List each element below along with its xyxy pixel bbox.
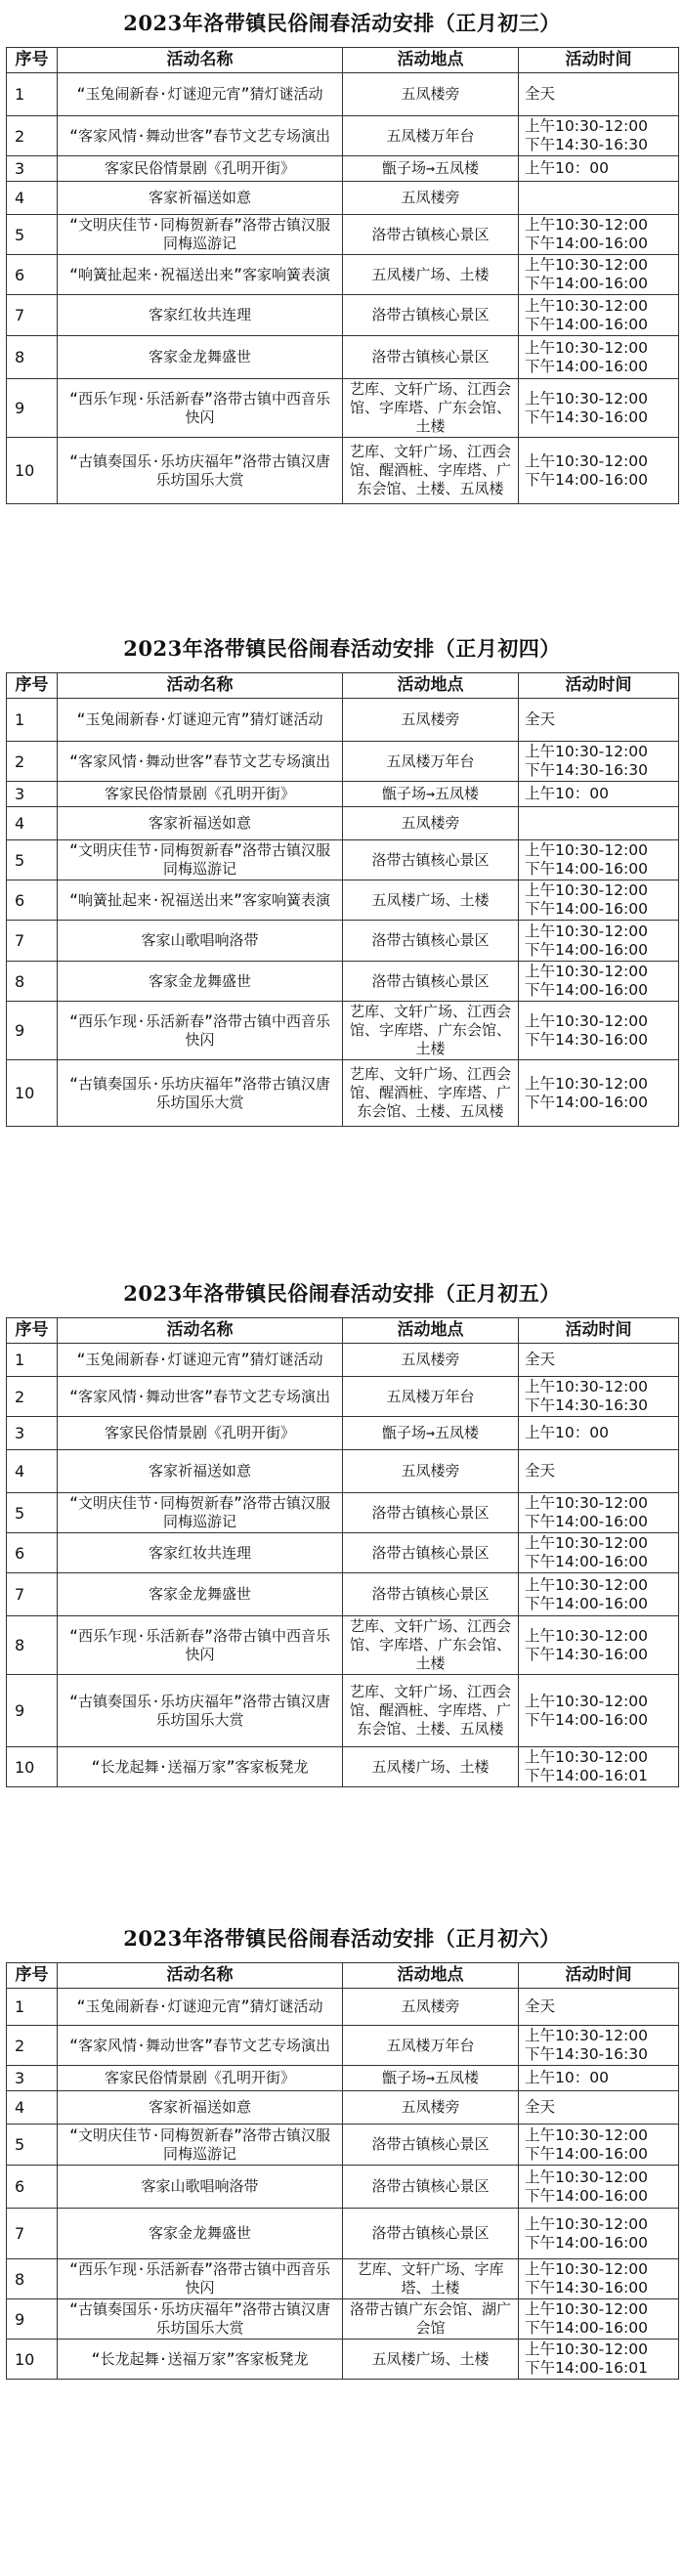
row-number: 5 [7,215,58,255]
row-number: 3 [7,782,58,807]
activity-location: 五凤楼旁 [343,1450,519,1493]
row-number: 4 [7,182,58,215]
activity-time: 上午10:30-12:00 下午14:30-16:00 [519,379,679,438]
table-row [7,2166,679,2209]
activity-time: 上午10:30-12:00 下午14:00-16:00 [519,1675,679,1747]
activity-name: 客家民俗情景剧《孔明开街》 [58,1417,343,1450]
header-time: 活动时间 [519,673,679,699]
activity-time: 上午10:30-12:00 下午14:00-16:00 [519,1060,679,1127]
row-number: 8 [7,2259,58,2299]
activity-location: 洛带古镇核心景区 [343,840,519,880]
row-number: 10 [7,438,58,504]
row-number: 8 [7,962,58,1002]
row-number: 3 [7,1417,58,1450]
row-number: 4 [7,1450,58,1493]
activity-name: 客家祈福送如意 [58,182,343,215]
row-number: 3 [7,156,58,182]
row-number: 7 [7,2209,58,2259]
sheet-title: 2023年洛带镇民俗闹春活动安排（正月初六） [123,1926,561,1951]
row-number: 7 [7,295,58,336]
activity-location: 甑子场→五凤楼 [343,1417,519,1450]
activity-time: 上午10:30-12:00 下午14:00-16:00 [519,255,679,295]
table-row [7,379,679,438]
activity-time: 上午10:30-12:00 下午14:00-16:01 [519,2340,679,2380]
table-row [7,336,679,379]
activity-time: 上午10:30-12:00 下午14:00-16:00 [519,438,679,504]
activity-time: 上午10:30-12:00 下午14:30-16:00 [519,1616,679,1675]
activity-time: 全天 [519,1989,679,2026]
activity-name: “文明庆佳节·同梅贺新春”洛带古镇汉服同梅巡游记 [58,840,343,880]
activity-name: 客家红妆共连理 [58,1533,343,1573]
row-number: 5 [7,1493,58,1533]
sheet-title: 2023年洛带镇民俗闹春活动安排（正月初五） [123,1281,561,1306]
table-row [7,255,679,295]
table-row [7,1344,679,1377]
activity-time: 上午10:30-12:00 下午14:00-16:00 [519,215,679,255]
header-number: 序号 [7,673,58,699]
activity-time: 上午10:30-12:00 下午14:00-16:00 [519,1533,679,1573]
header-activity-name: 活动名称 [58,673,343,699]
activity-name: “西乐乍现·乐活新春”洛带古镇中西音乐快闪 [58,1616,343,1675]
table-row [7,215,679,255]
schedule-sheet [0,0,684,504]
header-row [7,48,679,73]
activity-name: 客家祈福送如意 [58,1450,343,1493]
activity-time: 上午10:30-12:00 下午14:00-16:00 [519,1493,679,1533]
row-number: 5 [7,840,58,880]
row-number: 7 [7,1573,58,1616]
header-time: 活动时间 [519,48,679,73]
activity-name: 客家金龙舞盛世 [58,336,343,379]
table-row [7,182,679,215]
row-number: 9 [7,2299,58,2340]
activity-name: “玉兔闹新春·灯谜迎元宵”猜灯谜活动 [58,73,343,116]
activity-location: 甑子场→五凤楼 [343,782,519,807]
activity-location: 五凤楼旁 [343,73,519,116]
row-number: 3 [7,2066,58,2091]
activity-name: 客家金龙舞盛世 [58,962,343,1002]
activity-time: 上午10:30-12:00 下午14:30-16:30 [519,2026,679,2066]
activity-time: 上午10:30-12:00 下午14:00-16:00 [519,921,679,962]
activity-name: “客家风情·舞动世客”春节文艺专场演出 [58,2026,343,2066]
activity-location: 洛带古镇核心景区 [343,2166,519,2209]
table-row [7,1675,679,1747]
table-row [7,840,679,880]
table-row [7,782,679,807]
table-row [7,2299,679,2340]
row-number: 9 [7,1002,58,1060]
activity-location: 洛带古镇核心景区 [343,1493,519,1533]
activity-name: 客家民俗情景剧《孔明开街》 [58,782,343,807]
row-number: 1 [7,1344,58,1377]
table-row [7,2340,679,2380]
table-row [7,880,679,921]
header-number: 序号 [7,48,58,73]
activity-location: 五凤楼万年台 [343,116,519,156]
row-number: 2 [7,1377,58,1417]
header-time: 活动时间 [519,1963,679,1989]
activity-name: 客家山歌唱响洛带 [58,921,343,962]
table-row [7,921,679,962]
header-number: 序号 [7,1318,58,1344]
table-row [7,2026,679,2066]
activity-time: 上午10:30-12:00 下午14:00-16:00 [519,2209,679,2259]
schedule-sheet [0,625,684,1127]
schedule-table [6,1962,679,2380]
row-number: 10 [7,1060,58,1127]
activity-time: 全天 [519,73,679,116]
activity-name: 客家金龙舞盛世 [58,1573,343,1616]
activity-location: 洛带古镇核心景区 [343,295,519,336]
activity-location: 五凤楼旁 [343,182,519,215]
activity-name: 客家祈福送如意 [58,2091,343,2125]
activity-name: 客家民俗情景剧《孔明开街》 [58,2066,343,2091]
activity-time: 上午10：00 [519,2066,679,2091]
activity-name: “客家风情·舞动世客”春节文艺专场演出 [58,742,343,782]
activity-name: “文明庆佳节·同梅贺新春”洛带古镇汉服同梅巡游记 [58,2125,343,2166]
activity-location: 五凤楼旁 [343,699,519,742]
table-row [7,116,679,156]
table-row [7,742,679,782]
activity-location: 艺库、文轩广场、江西会馆、醒酒桩、字库塔、广东会馆、土楼、五凤楼 [343,1060,519,1127]
header-location: 活动地点 [343,673,519,699]
activity-location: 甑子场→五凤楼 [343,156,519,182]
activity-time: 上午10：00 [519,1417,679,1450]
activity-location: 五凤楼万年台 [343,742,519,782]
activity-time: 上午10:30-12:00 下午14:30-16:00 [519,1002,679,1060]
header-location: 活动地点 [343,48,519,73]
activity-location: 艺库、文轩广场、江西会馆、醒酒桩、字库塔、广东会馆、土楼、五凤楼 [343,1675,519,1747]
row-number: 9 [7,379,58,438]
row-number: 6 [7,1533,58,1573]
table-row [7,73,679,116]
table-row [7,1747,679,1787]
header-activity-name: 活动名称 [58,1318,343,1344]
activity-name: 客家民俗情景剧《孔明开街》 [58,156,343,182]
table-row [7,2259,679,2299]
activity-location: 五凤楼旁 [343,807,519,840]
activity-time: 上午10:30-12:00 下午14:00-16:00 [519,2299,679,2340]
table-row [7,1377,679,1417]
activity-time: 上午10:30-12:00 下午14:00-16:01 [519,1747,679,1787]
row-number: 6 [7,2166,58,2209]
sheet-title: 2023年洛带镇民俗闹春活动安排（正月初四） [123,636,561,661]
activity-location: 洛带古镇核心景区 [343,2125,519,2166]
activity-time [519,807,679,840]
activity-time: 上午10:30-12:00 下午14:00-16:00 [519,1573,679,1616]
header-activity-name: 活动名称 [58,48,343,73]
activity-location: 洛带古镇核心景区 [343,962,519,1002]
table-row [7,1493,679,1533]
table-row [7,1060,679,1127]
activity-name: “客家风情·舞动世客”春节文艺专场演出 [58,116,343,156]
activity-name: 客家金龙舞盛世 [58,2209,343,2259]
row-number: 10 [7,1747,58,1787]
activity-time: 上午10:30-12:00 下午14:30-16:00 [519,2259,679,2299]
activity-location: 洛带古镇核心景区 [343,2209,519,2259]
row-number: 2 [7,742,58,782]
activity-time: 上午10:30-12:00 下午14:30-16:30 [519,116,679,156]
activity-name: “古镇奏国乐·乐坊庆福年”洛带古镇汉唐乐坊国乐大赏 [58,1675,343,1747]
table-row [7,1417,679,1450]
activity-time: 上午10:30-12:00 下午14:00-16:00 [519,962,679,1002]
table-row [7,2125,679,2166]
header-time: 活动时间 [519,1318,679,1344]
activity-location: 艺库、文轩广场、江西会馆、字库塔、广东会馆、土楼 [343,1616,519,1675]
activity-time: 上午10:30-12:00 下午14:00-16:00 [519,2125,679,2166]
activity-time: 全天 [519,2091,679,2125]
activity-name: “西乐乍现·乐活新春”洛带古镇中西音乐快闪 [58,1002,343,1060]
row-number: 8 [7,1616,58,1675]
activity-time: 上午10：00 [519,156,679,182]
schedule-sheet [0,1915,684,2380]
table-row [7,1533,679,1573]
activity-name: “古镇奏国乐·乐坊庆福年”洛带古镇汉唐乐坊国乐大赏 [58,1060,343,1127]
row-number: 10 [7,2340,58,2380]
activity-location: 艺库、文轩广场、江西会馆、字库塔、广东会馆、土楼 [343,1002,519,1060]
activity-time: 全天 [519,699,679,742]
activity-location: 五凤楼广场、土楼 [343,1747,519,1787]
activity-time: 全天 [519,1450,679,1493]
row-number: 4 [7,2091,58,2125]
activity-name: “古镇奏国乐·乐坊庆福年”洛带古镇汉唐乐坊国乐大赏 [58,2299,343,2340]
activity-name: “古镇奏国乐·乐坊庆福年”洛带古镇汉唐乐坊国乐大赏 [58,438,343,504]
activity-time: 上午10:30-12:00 下午14:30-16:30 [519,742,679,782]
table-row [7,438,679,504]
table-row [7,156,679,182]
activity-name: 客家山歌唱响洛带 [58,2166,343,2209]
activity-location: 五凤楼广场、土楼 [343,2340,519,2380]
header-number: 序号 [7,1963,58,1989]
activity-time: 上午10:30-12:00 下午14:00-16:00 [519,336,679,379]
activity-name: 客家红妆共连理 [58,295,343,336]
activity-name: “西乐乍现·乐活新春”洛带古镇中西音乐快闪 [58,2259,343,2299]
activity-location: 甑子场→五凤楼 [343,2066,519,2091]
activity-location: 五凤楼万年台 [343,1377,519,1417]
activity-name: 客家祈福送如意 [58,807,343,840]
schedule-table [6,672,679,1127]
table-row [7,962,679,1002]
header-row [7,1963,679,1989]
activity-name: “客家风情·舞动世客”春节文艺专场演出 [58,1377,343,1417]
activity-time: 上午10:30-12:00 下午14:00-16:00 [519,840,679,880]
table-row [7,1616,679,1675]
table-row [7,2209,679,2259]
activity-location: 洛带古镇核心景区 [343,336,519,379]
row-number: 2 [7,116,58,156]
header-row [7,1318,679,1344]
activity-location: 五凤楼旁 [343,1989,519,2026]
activity-location: 洛带古镇核心景区 [343,1533,519,1573]
schedule-sheet [0,1270,684,1787]
activity-time [519,182,679,215]
header-location: 活动地点 [343,1318,519,1344]
activity-name: “玉兔闹新春·灯谜迎元宵”猜灯谜活动 [58,1344,343,1377]
row-number: 6 [7,880,58,921]
activity-location: 洛带古镇广东会馆、湖广会馆 [343,2299,519,2340]
activity-location: 洛带古镇核心景区 [343,1573,519,1616]
table-row [7,2066,679,2091]
row-number: 8 [7,336,58,379]
row-number: 1 [7,1989,58,2026]
activity-time: 上午10:30-12:00 下午14:00-16:00 [519,880,679,921]
activity-location: 五凤楼旁 [343,2091,519,2125]
schedule-table [6,1317,679,1787]
header-location: 活动地点 [343,1963,519,1989]
activity-location: 洛带古镇核心景区 [343,921,519,962]
activity-name: “文明庆佳节·同梅贺新春”洛带古镇汉服同梅巡游记 [58,215,343,255]
activity-location: 五凤楼广场、土楼 [343,880,519,921]
activity-location: 艺库、文轩广场、字库塔、土楼 [343,2259,519,2299]
activity-location: 五凤楼万年台 [343,2026,519,2066]
activity-time: 上午10:30-12:00 下午14:00-16:00 [519,2166,679,2209]
row-number: 9 [7,1675,58,1747]
activity-time: 全天 [519,1344,679,1377]
row-number: 2 [7,2026,58,2066]
table-row [7,1989,679,2026]
activity-time: 上午10:30-12:00 下午14:30-16:30 [519,1377,679,1417]
activity-location: 艺库、文轩广场、江西会馆、醒酒桩、字库塔、广东会馆、土楼、五凤楼 [343,438,519,504]
activity-name: “长龙起舞·送福万家”客家板凳龙 [58,2340,343,2380]
table-row [7,699,679,742]
activity-name: “玉兔闹新春·灯谜迎元宵”猜灯谜活动 [58,1989,343,2026]
row-number: 6 [7,255,58,295]
table-row [7,1450,679,1493]
activity-location: 洛带古镇核心景区 [343,215,519,255]
activity-location: 五凤楼广场、土楼 [343,255,519,295]
schedule-table [6,47,679,504]
table-row [7,295,679,336]
header-row [7,673,679,699]
activity-name: “文明庆佳节·同梅贺新春”洛带古镇汉服同梅巡游记 [58,1493,343,1533]
header-activity-name: 活动名称 [58,1963,343,1989]
sheet-title: 2023年洛带镇民俗闹春活动安排（正月初三） [123,11,561,35]
activity-location: 五凤楼旁 [343,1344,519,1377]
row-number: 1 [7,699,58,742]
row-number: 4 [7,807,58,840]
table-row [7,2091,679,2125]
activity-location: 艺库、文轩广场、江西会馆、字库塔、广东会馆、土楼 [343,379,519,438]
activity-name: “玉兔闹新春·灯谜迎元宵”猜灯谜活动 [58,699,343,742]
row-number: 7 [7,921,58,962]
activity-time: 上午10：00 [519,782,679,807]
row-number: 5 [7,2125,58,2166]
activity-name: “长龙起舞·送福万家”客家板凳龙 [58,1747,343,1787]
activity-name: “响簧扯起来·祝福送出来”客家响簧表演 [58,255,343,295]
row-number: 1 [7,73,58,116]
table-row [7,1573,679,1616]
activity-name: “西乐乍现·乐活新春”洛带古镇中西音乐快闪 [58,379,343,438]
activity-time: 上午10:30-12:00 下午14:00-16:00 [519,295,679,336]
table-row [7,807,679,840]
activity-name: “响簧扯起来·祝福送出来”客家响簧表演 [58,880,343,921]
table-row [7,1002,679,1060]
